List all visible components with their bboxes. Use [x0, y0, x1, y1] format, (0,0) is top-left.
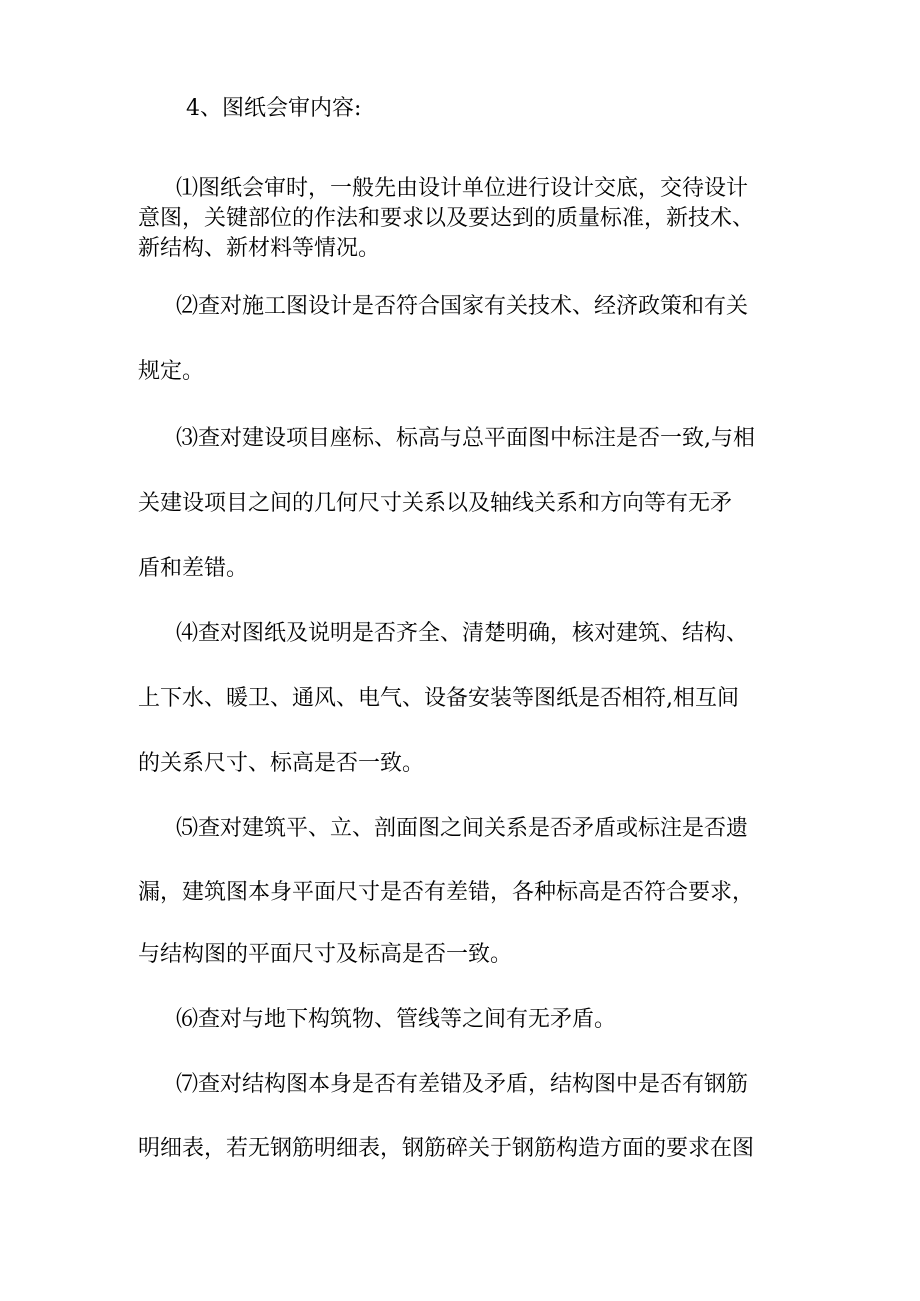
paragraph-5-line-1: ⑸查对建筑平、立、剖面图之间关系是否矛盾或标注是否遗 — [176, 816, 749, 841]
paragraph-3-line-3: 盾和差错。 — [138, 556, 249, 581]
paragraph-4-line-2: 上下水、暖卫、通风、电气、设备安装等图纸是否相符,相互间 — [138, 686, 739, 711]
paragraph-4-line-3: 的关系尺寸、标高是否一致。 — [138, 751, 425, 776]
section-heading: 4、图纸会审内容: — [186, 96, 362, 121]
paragraph-7-line-2: 明细表，若无钢筋明细表，钢筋碎关于钢筋构造方面的要求在图 — [138, 1136, 755, 1161]
paragraph-2-line-2: 规定。 — [138, 359, 205, 384]
paragraph-3-line-1: ⑶查对建设项目座标、标高与总平面图中标注是否一致,与相 — [176, 426, 755, 451]
paragraph-2-line-1: ⑵查对施工图设计是否符合国家有关技术、经济政策和有关 — [176, 294, 749, 319]
paragraph-1-line-1: ⑴图纸会审时，一般先由设计单位进行设计交底，交待设计 — [176, 176, 749, 201]
paragraph-1-line-2: 意图，关键部位的作法和要求以及要达到的质量标准，新技术、 — [138, 206, 755, 231]
paragraph-5-line-3: 与结构图的平面尺寸及标高是否一致。 — [138, 942, 513, 967]
paragraph-5-line-2: 漏，建筑图本身平面尺寸是否有差错，各种标高是否符合要求， — [138, 880, 755, 905]
paragraph-1-line-3: 新结构、新材料等情况。 — [138, 236, 381, 261]
paragraph-3-line-2: 关建设项目之间的几何尺寸关系以及轴线关系和方向等有无矛 — [138, 491, 733, 516]
paragraph-6-line-1: ⑹查对与地下构筑物、管线等之间有无矛盾。 — [176, 1007, 617, 1032]
paragraph-7-line-1: ⑺查对结构图本身是否有差错及矛盾，结构图中是否有钢筋 — [176, 1072, 749, 1097]
paragraph-4-line-1: ⑷查对图纸及说明是否齐全、清楚明确，核对建筑、结构、 — [176, 621, 749, 646]
